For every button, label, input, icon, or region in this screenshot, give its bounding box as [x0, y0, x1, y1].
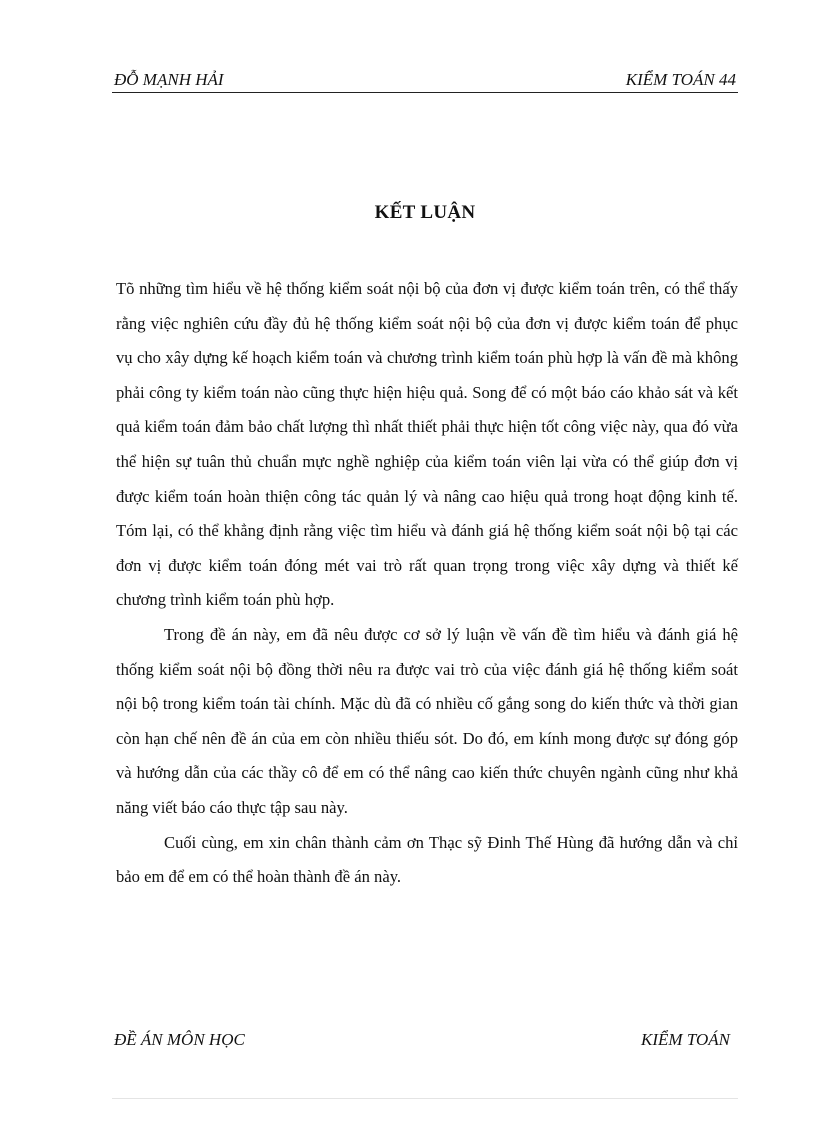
page-header: [112, 66, 738, 93]
header-class: KIỂM TOÁN 44: [625, 70, 736, 89]
page-title: KẾT LUẬN: [374, 202, 476, 223]
footer-course: ĐỀ ÁN MÔN HỌC: [114, 1030, 245, 1049]
header-author: ĐỖ MẠNH HẢI: [114, 70, 224, 89]
footer-subject: KIỂM TOÁN: [641, 1030, 730, 1049]
paragraph-3: Cuối cùng, em xin chân thành cảm ơn Thạc sỹ Đinh Thế Hùng đã hướng dẫn và chỉ bảo em để em có thể hoàn thành đề án này.: [116, 832, 738, 887]
bottom-divider: [112, 1098, 738, 1099]
paragraph-2: Trong đề án này, em đã nêu được cơ sở lý luận về vấn đề tìm hiểu và đánh giá hệ thống kiểm soát nội bộ đồng thời nêu ra được vai trò của việc đánh giá hệ thống kiểm soát nội bộ trong kiểm toán tài chính. Mặc dù đã có nhiều cố gắng song do kiến thức và thời gian còn hạn chế nên đề án của em còn nhiều thiếu sót. Do đó, em kính mong được sự đóng góp và hướng dẫn của các thầy cô để em có thể nâng cao kiến thức chuyên ngành cũng như khả năng viết báo cáo thực tập sau này.: [116, 624, 738, 817]
body-text: [116, 272, 738, 895]
paragraph-1: Tõ những tìm hiểu về hệ thống kiểm soát nội bộ của đơn vị được kiểm toán trên, có thể thấy rằng việc nghiên cứu đầy đủ hệ thống kiểm soát nội bộ của đơn vị được kiểm toán để phục vụ cho xây dựng kế hoạch kiểm toán và chương trình kiểm toán phù hợp là vấn đề mà không phải công ty kiểm toán nào cũng thực hiện hiệu quả. Song để có một báo cáo khảo sát và kết quả kiểm toán đảm bảo chất lượng thì nhất thiết phải thực hiện tốt công việc này, qua đó vừa thể hiện sự tuân thủ chuẩn mực nghề nghiệp của kiểm toán viên lại vừa có thể giúp đơn vị được kiểm toán hoàn thiện công tác quản lý và nâng cao hiệu quả trong hoạt động kinh tế. Tóm lại, có thể khẳng định rằng việc tìm hiểu và đánh giá hệ thống kiểm soát nội bộ tại các đơn vị được kiểm toán đóng mét vai trò rất quan trọng trong việc xây dựng và thiết kế chương trình kiểm toán phù hợp.: [116, 279, 738, 610]
page-footer: [112, 1030, 738, 1054]
